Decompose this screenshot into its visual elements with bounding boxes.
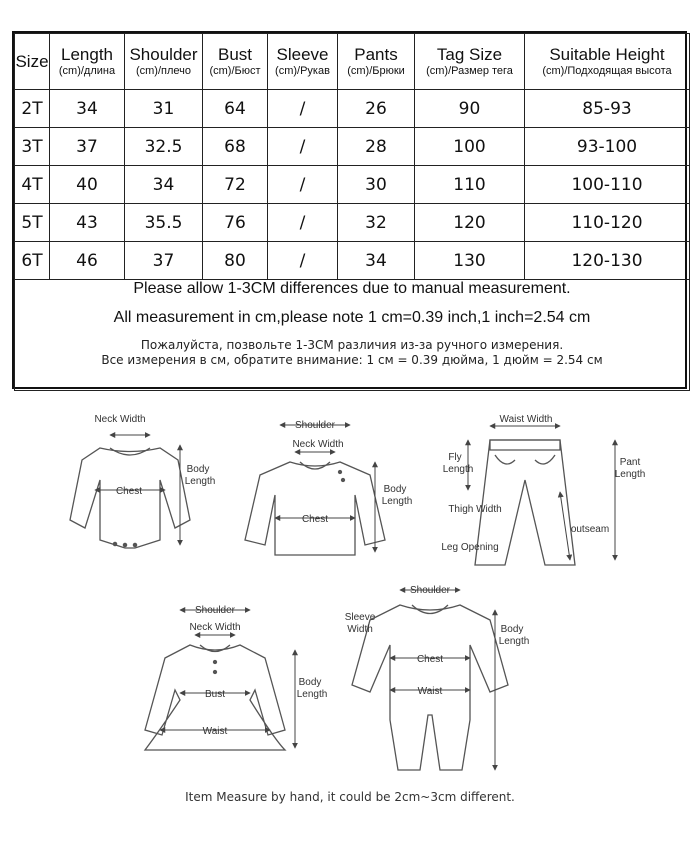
header-size: Size	[15, 34, 50, 90]
table-cell: 35.5	[125, 204, 203, 242]
pants-length-label-1: Pant	[619, 457, 641, 468]
dress-waist-label: Waist	[202, 726, 228, 737]
table-header-row	[15, 34, 690, 90]
shirt-shoulder-label: Shoulder	[294, 420, 336, 431]
note-ru-unit-conversion: Все измерения в см, обратите внимание: 1 см = 0.39 дюйма, 1 дюйм = 2.54 см	[101, 353, 603, 367]
table-cell: /	[268, 204, 338, 242]
header-shoulder: Shoulder (cm)/плечо	[125, 34, 203, 90]
shirt-length-label-1: Body	[383, 484, 407, 495]
table-row	[15, 204, 690, 242]
table-cell: 37	[50, 128, 125, 166]
pants-thigh-label: Thigh Width	[448, 504, 502, 515]
romper-shoulder-label: Shoulder	[409, 585, 451, 596]
header-tag-size: Tag Size (cm)/Размер тега	[415, 34, 525, 90]
dress-bust-label: Bust	[204, 689, 226, 700]
table-cell: 43	[50, 204, 125, 242]
table-cell: 100	[415, 128, 525, 166]
table-cell: 110	[415, 166, 525, 204]
table-cell: 31	[125, 90, 203, 128]
note-ru-manual-measurement: Пожалуйста, позвольте 1-3CM различия из-за ручного измерения.	[140, 338, 564, 352]
notes-cell	[15, 280, 690, 391]
footer-note: Item Measure by hand, it could be 2cm~3cm different.	[185, 790, 515, 804]
romper-chest-label: Chest	[416, 654, 444, 665]
table-cell: 5T	[15, 204, 50, 242]
pants-fly-label-2: Length	[442, 464, 474, 475]
table-cell: 3T	[15, 128, 50, 166]
table-cell: 32	[338, 204, 415, 242]
header-sleeve: Sleeve (cm)/Рукав	[268, 34, 338, 90]
shirt-chest-label: Chest	[301, 514, 329, 525]
shirt-diagram	[245, 462, 385, 555]
table-cell: 72	[203, 166, 268, 204]
table-cell: 120-130	[525, 242, 690, 280]
table-cell: 2T	[15, 90, 50, 128]
dress-length-label-1: Body	[298, 677, 322, 688]
dress-shoulder-label: Shoulder	[194, 605, 236, 616]
measurement-diagrams-svg	[0, 400, 700, 820]
table-cell: 85-93	[525, 90, 690, 128]
measurement-diagrams	[0, 400, 700, 820]
table-cell: 46	[50, 242, 125, 280]
table-cell: 4T	[15, 166, 50, 204]
pants-length-label-2: Length	[614, 469, 646, 480]
table-cell: 93-100	[525, 128, 690, 166]
header-bust: Bust (cm)/Бюст	[203, 34, 268, 90]
table-cell: 64	[203, 90, 268, 128]
table-cell: /	[268, 128, 338, 166]
pants-fly-label-1: Fly	[448, 452, 462, 463]
table-cell: 90	[415, 90, 525, 128]
romper-sleeve-label-2: Width	[347, 624, 373, 635]
table-cell: 130	[415, 242, 525, 280]
shirt-length-label-2: Length	[381, 496, 413, 507]
table-cell: 30	[338, 166, 415, 204]
bodysuit-length-label-2: Length	[184, 476, 216, 487]
header-suitable-height: Suitable Height (cm)/Подходящая высота	[525, 34, 690, 90]
table-cell: 110-120	[525, 204, 690, 242]
table-cell: 34	[125, 166, 203, 204]
table-cell: 68	[203, 128, 268, 166]
table-row	[15, 128, 690, 166]
header-length: Length (cm)/длина	[50, 34, 125, 90]
pants-outseam-label: outseam	[570, 524, 610, 535]
table-row	[15, 242, 690, 280]
table-row	[15, 166, 690, 204]
table-cell: 28	[338, 128, 415, 166]
table-cell: 26	[338, 90, 415, 128]
table-cell: /	[268, 90, 338, 128]
romper-sleeve-label-1: Sleeve	[344, 612, 376, 623]
table-cell: 34	[338, 242, 415, 280]
shirt-neck-label: Neck Width	[292, 439, 344, 450]
size-chart	[12, 31, 687, 389]
table-cell: 37	[125, 242, 203, 280]
bodysuit-chest-label: Chest	[115, 486, 143, 497]
size-table	[14, 33, 690, 391]
note-manual-measurement: Please allow 1-3CM differences due to manual measurement.	[133, 280, 571, 297]
pants-waist-label: Waist Width	[499, 414, 553, 425]
table-cell: 76	[203, 204, 268, 242]
dress-length-label-2: Length	[296, 689, 328, 700]
table-cell: 120	[415, 204, 525, 242]
table-cell: 40	[50, 166, 125, 204]
table-row	[15, 90, 690, 128]
table-cell: 32.5	[125, 128, 203, 166]
table-cell: 34	[50, 90, 125, 128]
bodysuit-neck-label: Neck Width	[94, 414, 146, 425]
romper-length-label-1: Body	[500, 624, 524, 635]
notes-row	[15, 280, 690, 391]
table-cell: 80	[203, 242, 268, 280]
table-cell: /	[268, 242, 338, 280]
dress-neck-label: Neck Width	[189, 622, 241, 633]
romper-waist-label: Waist	[417, 686, 443, 697]
table-cell: 100-110	[525, 166, 690, 204]
note-unit-conversion: All measurement in cm,please note 1 cm=0.39 inch,1 inch=2.54 cm	[113, 309, 591, 326]
bodysuit-length-label-1: Body	[186, 464, 210, 475]
bodysuit-diagram	[70, 448, 190, 548]
romper-length-label-2: Length	[498, 636, 530, 647]
table-cell: 6T	[15, 242, 50, 280]
table-cell: /	[268, 166, 338, 204]
header-pants: Pants (cm)/Брюки	[338, 34, 415, 90]
pants-leg-label: Leg Opening	[441, 542, 499, 553]
